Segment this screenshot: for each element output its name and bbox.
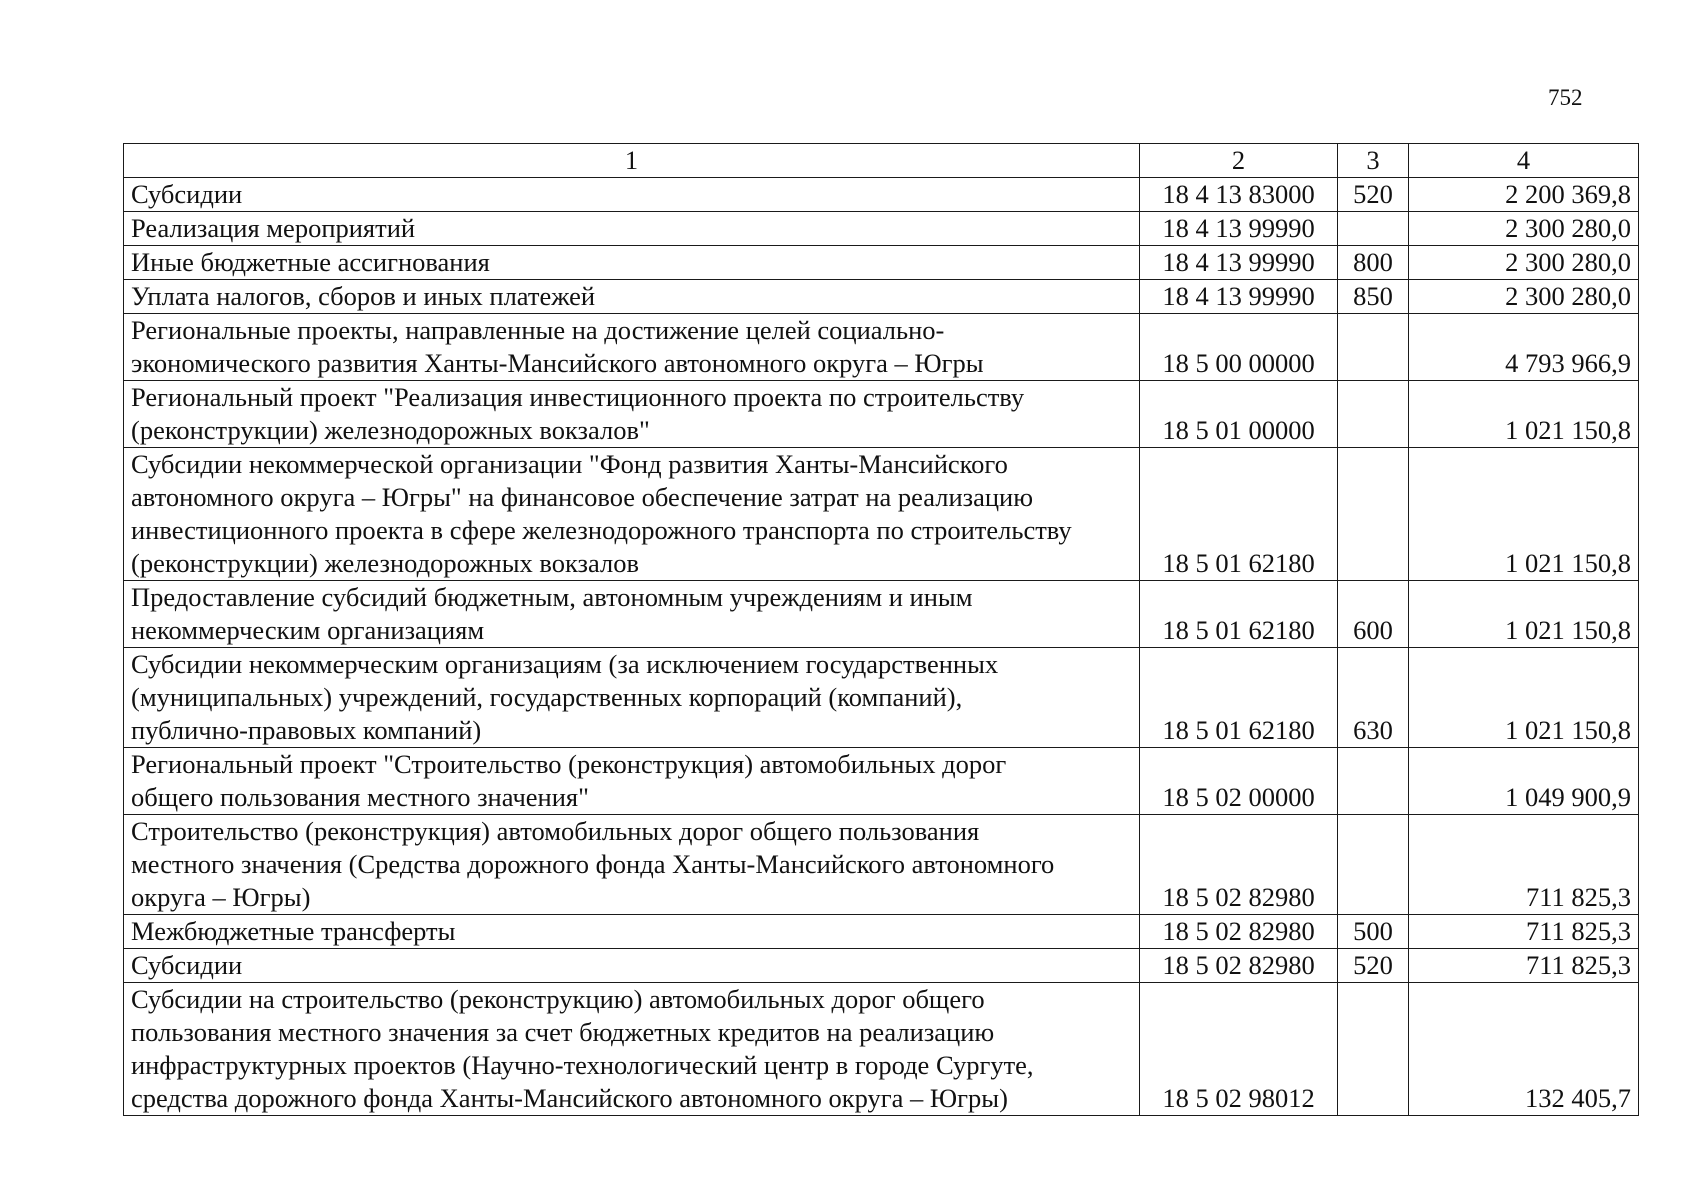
row-name-line: Реализация мероприятий <box>131 213 416 243</box>
row-name-line: публично-правовых компаний) <box>131 715 482 745</box>
table-body <box>124 144 1639 1116</box>
row-type-cell: 800 <box>1338 246 1409 280</box>
row-name-line: Субсидии некоммерческой организации "Фонд развития Ханты-Мансийского <box>131 449 1008 479</box>
row-code-cell: 18 4 13 99990 <box>1140 280 1338 314</box>
row-name-cell <box>124 314 1140 381</box>
row-code-cell: 18 4 13 99990 <box>1140 212 1338 246</box>
row-amount-cell: 2 200 369,8 <box>1409 178 1639 212</box>
row-code-cell: 18 5 01 62180 <box>1140 581 1338 648</box>
row-code-cell: 18 5 01 62180 <box>1140 648 1338 748</box>
row-name-line: округа – Югры) <box>131 882 311 912</box>
row-name-line: Региональный проект "Строительство (реконструкция) автомобильных дорог <box>131 749 1007 779</box>
row-name-line: общего пользования местного значения" <box>131 782 589 812</box>
row-name-line: Предоставление субсидий бюджетным, автономным учреждениям и иным <box>131 582 973 612</box>
row-name-cell <box>124 648 1140 748</box>
row-name-line: автономного округа – Югры" на финансовое обеспечение затрат на реализацию <box>131 482 1034 512</box>
table-row <box>124 246 1639 280</box>
row-type-cell <box>1338 314 1409 381</box>
row-name-line: Субсидии <box>131 179 243 209</box>
row-name-line: (реконструкции) железнодорожных вокзалов <box>131 548 639 578</box>
row-code-cell: 18 5 02 82980 <box>1140 815 1338 915</box>
row-name-line: Уплата налогов, сборов и иных платежей <box>131 281 596 311</box>
row-amount-cell: 2 300 280,0 <box>1409 280 1639 314</box>
row-name-line: Межбюджетные трансферты <box>131 916 456 946</box>
row-amount-cell: 711 825,3 <box>1409 915 1639 949</box>
row-type-cell: 600 <box>1338 581 1409 648</box>
row-name-line: Субсидии на строительство (реконструкцию) автомобильных дорог общего <box>131 984 985 1014</box>
row-type-cell <box>1338 212 1409 246</box>
row-name-cell <box>124 748 1140 815</box>
row-name-cell <box>124 212 1140 246</box>
row-code-cell: 18 5 02 98012 <box>1140 983 1338 1116</box>
row-name-line: Субсидии <box>131 950 243 980</box>
row-name-cell <box>124 280 1140 314</box>
header-cell-type: 3 <box>1338 144 1409 178</box>
row-name-line: Региональные проекты, направленные на достижение целей социально- <box>131 315 945 345</box>
row-code-cell: 18 5 02 82980 <box>1140 915 1338 949</box>
row-type-cell: 630 <box>1338 648 1409 748</box>
row-name-line: пользования местного значения за счет бюджетных кредитов на реализацию <box>131 1017 995 1047</box>
row-name-cell <box>124 581 1140 648</box>
header-cell-amount: 4 <box>1409 144 1639 178</box>
row-code-cell: 18 4 13 99990 <box>1140 246 1338 280</box>
table-row <box>124 314 1639 381</box>
row-type-cell: 850 <box>1338 280 1409 314</box>
row-name-line: инвестиционного проекта в сфере железнодорожного транспорта по строительству <box>131 515 1072 545</box>
table-row <box>124 581 1639 648</box>
table-row <box>124 448 1639 581</box>
row-amount-cell: 2 300 280,0 <box>1409 212 1639 246</box>
row-type-cell <box>1338 381 1409 448</box>
row-type-cell <box>1338 815 1409 915</box>
row-amount-cell: 132 405,7 <box>1409 983 1639 1116</box>
row-name-cell <box>124 448 1140 581</box>
row-type-cell <box>1338 748 1409 815</box>
table-header-row <box>124 144 1639 178</box>
row-type-cell: 520 <box>1338 949 1409 983</box>
row-amount-cell: 1 021 150,8 <box>1409 448 1639 581</box>
row-name-line: Строительство (реконструкция) автомобильных дорог общего пользования <box>131 816 980 846</box>
row-name-cell <box>124 381 1140 448</box>
row-name-cell <box>124 983 1140 1116</box>
row-amount-cell: 2 300 280,0 <box>1409 246 1639 280</box>
row-amount-cell: 1 021 150,8 <box>1409 581 1639 648</box>
row-code-cell: 18 4 13 83000 <box>1140 178 1338 212</box>
row-type-cell: 500 <box>1338 915 1409 949</box>
row-amount-cell: 1 021 150,8 <box>1409 648 1639 748</box>
table-row <box>124 280 1639 314</box>
row-amount-cell: 1 021 150,8 <box>1409 381 1639 448</box>
table-row <box>124 381 1639 448</box>
header-cell-code: 2 <box>1140 144 1338 178</box>
row-name-cell <box>124 178 1140 212</box>
row-type-cell <box>1338 983 1409 1116</box>
row-name-line: местного значения (Средства дорожного фонда Ханты-Мансийского автономного <box>131 849 1055 879</box>
row-name-line: (реконструкции) железнодорожных вокзалов" <box>131 415 650 445</box>
row-name-line: экономического развития Ханты-Мансийского автономного округа – Югры <box>131 348 984 378</box>
row-type-cell: 520 <box>1338 178 1409 212</box>
table-row <box>124 212 1639 246</box>
row-amount-cell: 711 825,3 <box>1409 815 1639 915</box>
header-cell-name: 1 <box>124 144 1140 178</box>
row-amount-cell: 4 793 966,9 <box>1409 314 1639 381</box>
table-row <box>124 949 1639 983</box>
row-type-cell <box>1338 448 1409 581</box>
row-name-line: Субсидии некоммерческим организациям (за исключением государственных <box>131 649 999 679</box>
row-name-line: средства дорожного фонда Ханты-Мансийского автономного округа – Югры) <box>131 1083 1008 1113</box>
row-code-cell: 18 5 01 00000 <box>1140 381 1338 448</box>
row-name-line: Иные бюджетные ассигнования <box>131 247 490 277</box>
row-amount-cell: 1 049 900,9 <box>1409 748 1639 815</box>
row-code-cell: 18 5 01 62180 <box>1140 448 1338 581</box>
table-row <box>124 178 1639 212</box>
row-code-cell: 18 5 02 82980 <box>1140 949 1338 983</box>
row-code-cell: 18 5 00 00000 <box>1140 314 1338 381</box>
row-code-cell: 18 5 02 00000 <box>1140 748 1338 815</box>
budget-table <box>123 143 1639 1116</box>
row-amount-cell: 711 825,3 <box>1409 949 1639 983</box>
table-row <box>124 983 1639 1116</box>
page-number: 752 <box>1548 85 1583 110</box>
row-name-cell <box>124 815 1140 915</box>
row-name-cell <box>124 949 1140 983</box>
row-name-line: инфраструктурных проектов (Научно-технологический центр в городе Сургуте, <box>131 1050 1034 1080</box>
row-name-line: (муниципальных) учреждений, государственных корпораций (компаний), <box>131 682 963 712</box>
row-name-line: Региональный проект "Реализация инвестиционного проекта по строительству <box>131 382 1025 412</box>
row-name-cell <box>124 915 1140 949</box>
table-row <box>124 748 1639 815</box>
table-row <box>124 648 1639 748</box>
row-name-cell <box>124 246 1140 280</box>
table-row <box>124 915 1639 949</box>
table-row <box>124 815 1639 915</box>
row-name-line: некоммерческим организациям <box>131 615 485 645</box>
